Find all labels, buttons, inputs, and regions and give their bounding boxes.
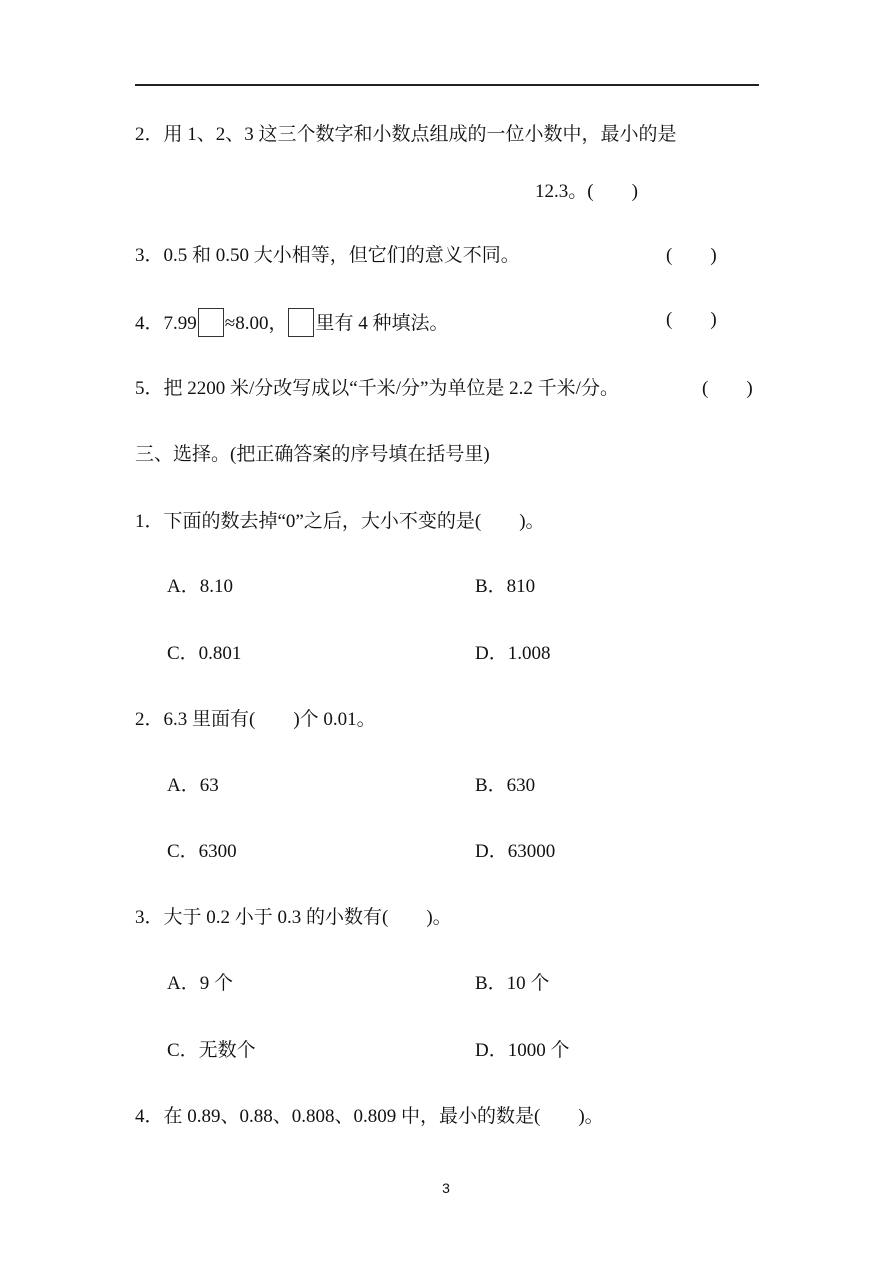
choice-q3-option-a: A．9 个 bbox=[167, 973, 233, 994]
choice-q2-option-a: A．63 bbox=[167, 775, 219, 796]
blank-box bbox=[288, 308, 314, 337]
choice-q2-text: 2．6.3 里面有( )个 0.01。 bbox=[135, 709, 376, 730]
judge-q3-text: 3．0.5 和 0.50 大小相等，但它们的意义不同。 bbox=[135, 245, 520, 266]
choice-q3-text: 3．大于 0.2 小于 0.3 的小数有( )。 bbox=[135, 907, 452, 928]
judge-q4-prefix: 4．7.99 bbox=[135, 313, 197, 334]
choice-q1-option-d: D．1.008 bbox=[475, 643, 551, 664]
choice-q3-option-d: D．1000 个 bbox=[475, 1040, 570, 1061]
judge-q2-line1: 2．用 1、2、3 这三个数字和小数点组成的一位小数中，最小的是 bbox=[135, 124, 677, 145]
header-rule bbox=[135, 84, 759, 86]
choice-q1-option-c: C．0.801 bbox=[167, 643, 242, 664]
choice-q1-option-b: B．810 bbox=[475, 576, 536, 597]
judge-q5-answer-paren: ( ) bbox=[702, 378, 753, 399]
choice-q3-option-b: B．10 个 bbox=[475, 973, 550, 994]
page-number: 3 bbox=[442, 1180, 450, 1196]
judge-q2-line2: 12.3。( ) bbox=[535, 181, 638, 202]
judge-q3-answer-paren: ( ) bbox=[666, 245, 717, 266]
judge-q4-answer-paren: ( ) bbox=[666, 309, 717, 330]
judge-q5-text: 5．把 2200 米/分改写成以“千米/分”为单位是 2.2 千米/分。 bbox=[135, 378, 619, 399]
judge-q4-suffix: 里有 4 种填法。 bbox=[315, 313, 449, 334]
choice-q4-text: 4．在 0.89、0.88、0.808、0.809 中，最小的数是( )。 bbox=[135, 1106, 604, 1127]
choice-q2-option-d: D．63000 bbox=[475, 841, 556, 862]
choice-q2-option-b: B．630 bbox=[475, 775, 536, 796]
choice-q3-option-c: C．无数个 bbox=[167, 1040, 256, 1061]
choice-q1-option-a: A．8.10 bbox=[167, 576, 233, 597]
choice-q1-text: 1．下面的数去掉“0”之后，大小不变的是( )。 bbox=[135, 511, 545, 532]
judge-q4-text bbox=[135, 308, 448, 337]
section-heading: 三、选择。(把正确答案的序号填在括号里) bbox=[135, 444, 490, 465]
choice-q2-option-c: C．6300 bbox=[167, 841, 237, 862]
judge-q4-mid: ≈8.00， bbox=[224, 313, 288, 334]
blank-box bbox=[198, 308, 224, 337]
